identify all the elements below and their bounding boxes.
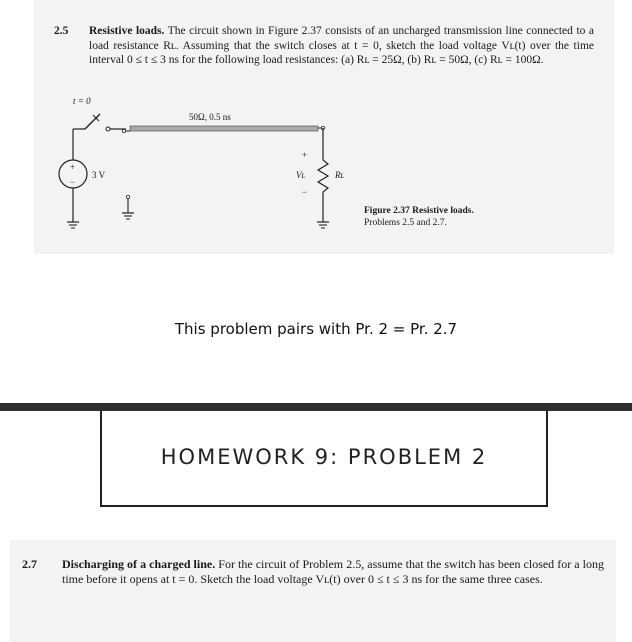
source-plus: + (70, 162, 76, 172)
homework-header-box (100, 411, 548, 507)
switch-blade (85, 114, 100, 129)
terminal-ground-in (126, 195, 129, 198)
problem-2-7-panel (10, 540, 616, 642)
problem-title: Resistive loads. (89, 25, 165, 37)
transmission-line (130, 126, 318, 131)
figure-caption (364, 205, 564, 229)
terminal-in (122, 129, 125, 132)
problem-number: 2.7 (22, 557, 37, 571)
problem-body: For the circuit of Problem 2.5, assume that the switch has been closed for a long time before it opens at t = 0. Sketch the load voltage Vʟ(t) over 0 ≤ t ≤ 3 ns for the same three cases. (62, 557, 604, 586)
problem-title: Discharging of a charged line. (62, 557, 216, 571)
load-resistor-label: Rʟ (335, 170, 345, 180)
problem-number: 2.5 (54, 25, 69, 37)
problem-2-5-panel (34, 0, 614, 254)
load-voltage-label: Vʟ (296, 170, 306, 180)
pair-note: This problem pairs with Pr. 2 = Pr. 2.7 (174, 320, 458, 338)
switch-contact (106, 127, 110, 131)
source-label: 3 V (92, 170, 106, 180)
line-label: 50Ω, 0.5 ns (189, 112, 231, 122)
load-plus: + (302, 150, 308, 160)
homework-title: HOMEWORK 9: PROBLEM 2 (160, 445, 488, 469)
problem-2-7 (22, 557, 604, 587)
source-minus: − (70, 177, 76, 187)
problem-body: The circuit shown in Figure 2.37 consists of an uncharged transmission line connected to a load resistance Rʟ. Assuming that the switch closes at t = 0, sketch the load voltage Vʟ(t) over the time interval 0 ≤ t ≤ 3 ns for the following load resistances: (a) Rʟ = 25Ω, (b) Rʟ = 50Ω, (c) Rʟ = 100Ω. (89, 25, 595, 66)
load-minus: − (302, 187, 308, 197)
caption-sub: Problems 2.5 and 2.7. (364, 218, 447, 228)
section-divider (0, 403, 632, 411)
caption-label: Figure 2.37 (364, 206, 410, 216)
load-resistor (318, 160, 328, 192)
caption-title: Resistive loads. (412, 206, 474, 216)
switch-label: t = 0 (73, 96, 91, 106)
